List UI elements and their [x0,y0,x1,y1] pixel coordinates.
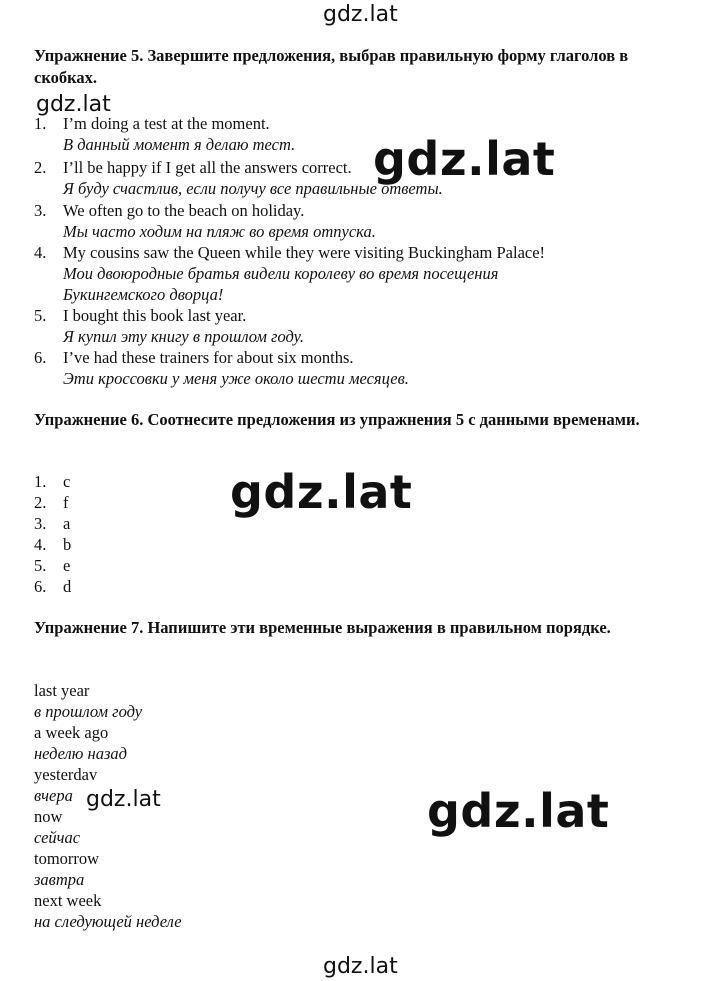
watermark-large-2: gdz.lat [230,465,413,519]
watermark-mid-left: gdz.lat [86,787,161,812]
ex7-item-2: a week ago [34,723,109,742]
ex6-num-2: 2. [34,493,47,512]
ex7-item-6: next week [34,891,102,910]
ex6-answer-2: f [63,493,69,512]
ex5-sentence-4: My cousins saw the Queen while they were visiting Buckingham Palace! [63,243,546,262]
ex6-answer-1: c [63,472,71,491]
ex6-num-1: 1. [34,472,47,491]
ex6-num-3: 3. [34,514,47,533]
ex5-num-5: 5. [34,306,47,325]
ex5-sentence-3: We often go to the beach on holiday. [63,201,305,220]
ex5-num-1: 1. [34,114,47,133]
ex5-translation-3: Мы часто ходим на пляж во время отпуска. [63,222,376,241]
watermark-top: gdz.lat [323,2,398,27]
ex6-answer-3: a [63,514,71,533]
ex5-num-6: 6. [34,348,47,367]
exercise-6-heading: Упражнение 6. Соотнесите предложения из упражнения 5 с данными временами. [34,410,640,429]
ex7-translation-1: в прошлом году [34,702,143,721]
exercise-7-heading: Упражнение 7. Напишите эти временные выражения в правильном порядке. [34,618,611,637]
ex6-answer-5: e [63,556,71,575]
ex5-num-3: 3. [34,201,47,220]
ex5-translation-6: Эти кроссовки у меня уже около шести месяцев. [63,369,409,388]
watermark-large-1: gdz.lat [373,132,556,186]
ex6-answer-6: d [63,577,72,596]
ex5-num-2: 2. [34,158,47,177]
watermark-bottom: gdz.lat [323,954,398,979]
ex5-sentence-1: I’m doing a test at the moment. [63,114,270,133]
ex6-answer-4: b [63,535,72,554]
ex6-num-5: 5. [34,556,47,575]
ex5-num-4: 4. [34,243,47,262]
ex5-translation-1: В данный момент я делаю тест. [63,135,296,154]
ex5-sentence-6: I’ve had these trainers for about six months. [63,348,354,367]
ex6-num-6: 6. [34,577,47,596]
watermark-left: gdz.lat [36,92,111,117]
ex7-translation-3: вчера [34,786,73,805]
exercise-5-heading: Упражнение 5. Завершите предложения, выбрав правильную форму глаголов в скобках. [34,46,629,87]
ex5-translation-5: Я купил эту книгу в прошлом году. [63,327,305,346]
ex5-translation-2: Я буду счастлив, если получу все правильные ответы. [63,179,443,198]
watermark-large-3: gdz.lat [427,784,610,838]
ex5-translation-4b: Букингемского дворца! [63,285,224,304]
ex7-item-4: now [34,807,63,826]
ex5-sentence-2: I’ll be happy if I get all the answers correct. [63,158,352,177]
ex7-item-3: yesterdav [34,765,98,784]
ex7-item-5: tomorrow [34,849,100,868]
ex5-sentence-5: I bought this book last year. [63,306,247,325]
ex7-translation-5: завтра [34,870,85,889]
ex7-item-1: last year [34,681,90,700]
ex7-translation-2: неделю назад [34,744,127,763]
ex7-translation-6: на следующей неделе [34,912,182,931]
ex6-num-4: 4. [34,535,47,554]
ex5-translation-4a: Мои двоюродные братья видели королеву во время посещения [63,264,499,283]
ex7-translation-4: сейчас [34,828,81,847]
